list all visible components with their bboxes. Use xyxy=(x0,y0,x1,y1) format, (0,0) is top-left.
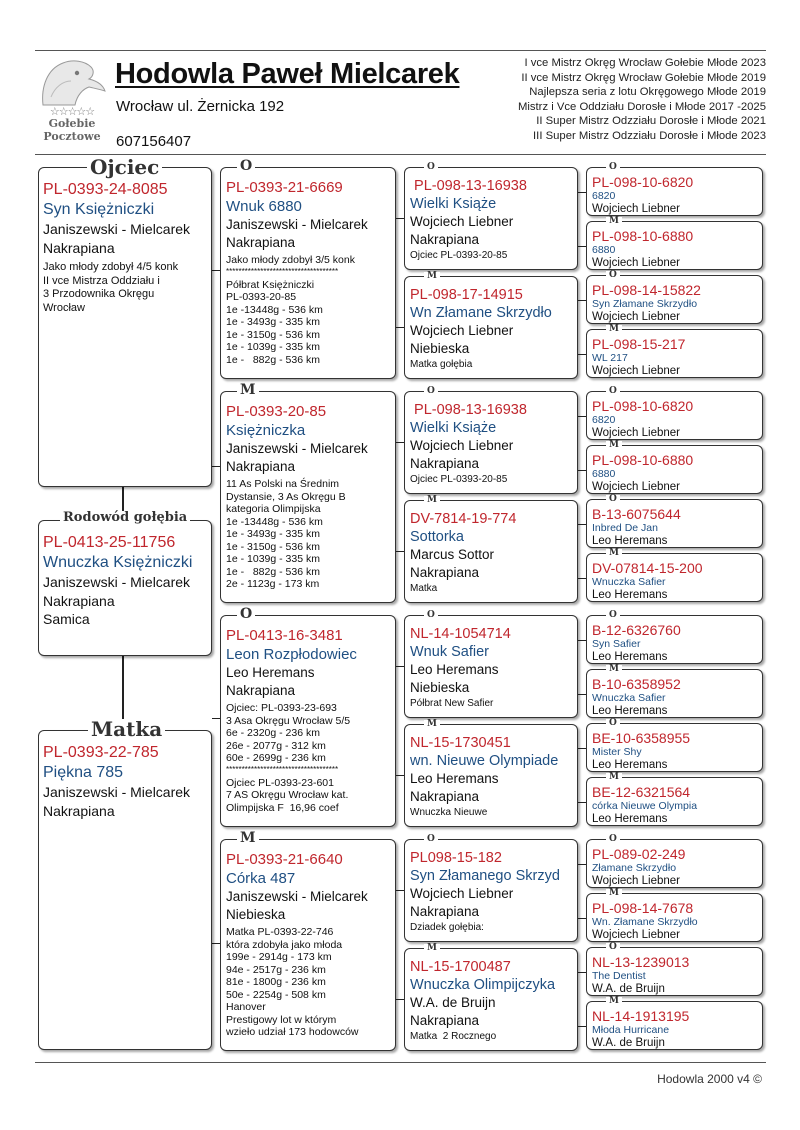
pedigree-card-gen4[interactable] xyxy=(586,615,763,664)
pedigree-card-gen3[interactable] xyxy=(404,724,578,827)
mother-label: Matka xyxy=(88,719,165,739)
pedigree-card-gen4[interactable] xyxy=(586,221,763,270)
breeder-name: Janiszewski - Mielcarek xyxy=(226,889,368,904)
connector-line xyxy=(578,416,586,417)
breeder-name: Wojciech Liebner xyxy=(410,323,514,338)
connector-line xyxy=(578,1026,586,1027)
sire-label: O xyxy=(237,607,255,621)
pigeon-color: Nakrapiana xyxy=(410,1013,480,1028)
breeder-name: Janiszewski - Mielcarek xyxy=(226,441,368,456)
note-line: Olimpijska F 16,96 coef xyxy=(226,801,339,814)
ring-number: NL-15-1700487 xyxy=(410,959,511,975)
awards-list xyxy=(518,56,766,143)
dam-label: M xyxy=(424,944,440,953)
pigeon-name: The Dentist xyxy=(592,970,646,982)
pedigree-card-gen4[interactable] xyxy=(586,329,763,378)
ring-number: B-10-6358952 xyxy=(592,676,681,692)
pigeon-color: Nakrapiana xyxy=(410,565,480,580)
pigeon-name: 6880 xyxy=(592,468,616,480)
pedigree-card-gen4[interactable] xyxy=(586,275,763,324)
breeder-address: Wrocław ul. Żernicka 192 xyxy=(116,98,285,115)
award-item: II Super Mistrz Odzziału Dorosłe i Młode 2021 xyxy=(536,115,766,127)
pigeon-color: Nakrapiana xyxy=(226,459,296,474)
pedigree-card-gen2[interactable] xyxy=(220,839,396,1051)
ring-number: PL-098-10-6880 xyxy=(592,452,694,468)
pigeon-name: Wn Złamane Skrzydło xyxy=(410,305,552,321)
pigeon-name: córka Nieuwe Olympia xyxy=(592,800,698,812)
pigeon-head-icon xyxy=(33,57,111,107)
pedigree-card-gen4[interactable] xyxy=(586,893,763,942)
connector-line xyxy=(578,972,586,973)
breeder-name: Leo Heremans xyxy=(592,759,668,771)
dam-label: M xyxy=(606,217,622,226)
dam-label: M xyxy=(424,496,440,505)
note-line: II vce Mistrza Oddziału i xyxy=(43,274,160,287)
pigeon-name: 6820 xyxy=(592,190,616,202)
connector-line xyxy=(396,442,404,443)
pigeon-name: Syn Złamanego Skrzyd xyxy=(410,868,560,884)
breeder-name: Marcus Sottor xyxy=(410,547,495,562)
ring-number: BE-10-6358955 xyxy=(592,730,691,746)
ring-number: PL-0413-25-11756 xyxy=(43,534,176,551)
breeder-name: Wojciech Liebner xyxy=(410,214,514,229)
ring-number: NL-14-1054714 xyxy=(410,626,511,642)
connector-line xyxy=(396,666,404,667)
rating-stars: ☆☆☆☆☆ xyxy=(49,106,95,118)
sire-label: O xyxy=(424,835,438,844)
ring-number: NL-14-1913195 xyxy=(592,1008,690,1024)
connector-line xyxy=(212,466,220,467)
pedigree-card-gen4[interactable] xyxy=(586,167,763,216)
pedigree-card-mother[interactable] xyxy=(38,730,212,1050)
note-line: 11 As Polski na Średnim xyxy=(226,478,340,490)
breeder-name: W.A. de Bruijn xyxy=(592,983,665,995)
connector-line xyxy=(578,192,586,193)
sire-label: O xyxy=(606,611,620,620)
pedigree-card-gen4[interactable] xyxy=(586,499,763,548)
pigeon-name: Leon Rozpłodowiec xyxy=(226,646,357,663)
note-line: wzieło udział 173 hodowców xyxy=(226,1026,359,1038)
pigeon-name: Syn Księżniczki xyxy=(43,201,155,218)
dam-label: M xyxy=(424,272,440,281)
connector-line xyxy=(578,802,586,803)
pigeon-color: Nakrapiana xyxy=(410,904,480,919)
breeder-name: Leo Heremans xyxy=(592,813,668,825)
dam-label: M xyxy=(424,720,440,729)
pigeon-name: wn. Nieuwe Olympiade xyxy=(410,753,559,769)
ring-number: PL-098-10-6820 xyxy=(592,398,694,414)
ring-number: PL098-15-182 xyxy=(410,850,502,866)
footer-rule xyxy=(35,1062,766,1063)
note-line: 50e - 2254g - 508 km xyxy=(226,988,326,1001)
connector-line xyxy=(578,524,586,525)
note-line: 26e - 2077g - 312 km xyxy=(226,739,326,752)
pedigree-card-gen3[interactable] xyxy=(404,167,578,270)
pedigree-card-gen3[interactable] xyxy=(404,500,578,603)
pedigree-card-subject[interactable] xyxy=(38,520,212,656)
pigeon-color: Nakrapiana xyxy=(43,802,115,819)
note-line: 199e - 2914g - 173 km xyxy=(226,951,332,963)
pedigree-card-gen4[interactable] xyxy=(586,391,763,440)
connector-line xyxy=(396,999,404,1000)
breeder-name: Leo Heremans xyxy=(592,651,668,663)
pigeon-sex: Samica xyxy=(43,611,90,627)
pigeon-color: Nakrapiana xyxy=(43,592,115,609)
pigeon-name: Wielki Książe xyxy=(410,196,497,212)
pigeon-name: Inbred De Jan xyxy=(592,522,658,534)
pigeon-name: Syn Złamane Skrzydło xyxy=(592,298,698,310)
ring-number: PL-098-13-16938 xyxy=(410,178,527,194)
pedigree-card-gen3[interactable] xyxy=(404,615,578,718)
logo-text-line2: Pocztowe xyxy=(43,130,101,143)
award-item: II vce Mistrz Okręg Wrocław Gołebie Młode 2019 xyxy=(521,71,766,84)
breeder-name: Janiszewski - Mielcarek xyxy=(43,221,191,237)
pigeon-color: Nakrapiana xyxy=(410,456,480,471)
note-line: 3 Przodownika Okręgu xyxy=(43,288,155,300)
connector-line xyxy=(578,640,586,641)
pedigree-card-gen4[interactable] xyxy=(586,669,763,718)
ring-number: PL-0393-21-6669 xyxy=(226,179,343,196)
dam-label: M xyxy=(606,441,622,450)
note-line: 2e - 1123g - 173 km xyxy=(226,578,320,590)
ring-number: PL-0393-24-8085 xyxy=(43,181,168,198)
breeder-name: Wojciech Liebner xyxy=(592,365,681,377)
sire-label: O xyxy=(424,611,438,620)
note-line: 60e - 2699g - 236 km xyxy=(226,752,326,764)
breeder-name: Leo Heremans xyxy=(592,589,668,601)
dam-label: M xyxy=(606,549,622,558)
note-line: Dystansie, 3 As Okręgu B xyxy=(226,490,346,503)
pedigree-card-gen3[interactable] xyxy=(404,839,578,942)
pigeon-name: Syn Safier xyxy=(592,638,641,650)
note-line: ************************************ xyxy=(226,764,339,774)
pedigree-card-gen4[interactable] xyxy=(586,1001,763,1050)
pedigree-card-gen4[interactable] xyxy=(586,947,763,996)
pedigree-card-gen4[interactable] xyxy=(586,777,763,826)
pedigree-card-gen3[interactable] xyxy=(404,276,578,379)
pedigree-card-father[interactable] xyxy=(38,167,212,487)
note-line: 1e - 1039g - 335 km xyxy=(226,553,320,565)
breeder-name: Leo Heremans xyxy=(410,662,499,677)
note-line: PL-0393-20-85 xyxy=(226,291,297,303)
breeder-name: Janiszewski - Mielcarek xyxy=(43,574,191,590)
dam-label: M xyxy=(606,325,622,334)
note-line: 1e - 3493g - 335 km xyxy=(226,316,320,328)
connector-line xyxy=(396,551,404,552)
pigeon-name: Wnuk Safier xyxy=(410,644,489,660)
note-line: 1e - 1039g - 335 km xyxy=(226,341,320,353)
breeder-name: W.A. de Bruijn xyxy=(592,1037,665,1049)
note-line: kategoria Olimpijska xyxy=(226,503,321,515)
connector-line xyxy=(578,300,586,301)
ring-number: PL-089-02-249 xyxy=(592,846,686,862)
note-line: Matka gołębia xyxy=(410,359,473,370)
sire-label: O xyxy=(424,163,438,172)
breeder-name: Leo Heremans xyxy=(592,705,668,717)
pigeon-color: Niebieska xyxy=(410,341,470,356)
pigeon-color: Niebieska xyxy=(226,907,286,922)
ring-number: PL-0393-21-6640 xyxy=(226,851,343,868)
note-line: 81e - 1800g - 236 km xyxy=(226,976,326,988)
breeder-name: Wojciech Liebner xyxy=(592,203,681,215)
ring-number: B-13-6075644 xyxy=(592,506,681,522)
ring-number: PL-098-10-6820 xyxy=(592,174,694,190)
breeder-title: Hodowla Paweł Mielcarek xyxy=(115,58,460,90)
dam-label: M xyxy=(237,383,259,397)
ring-number: PL-0393-22-785 xyxy=(43,744,159,761)
ring-number: NL-13-1239013 xyxy=(592,954,690,970)
note-line: 3 Asa Okręgu Wrocław 5/5 xyxy=(226,714,351,727)
ring-number: PL-098-14-7678 xyxy=(592,900,694,916)
pedigree-card-gen2[interactable] xyxy=(220,167,396,379)
pigeon-name: Wnuczka Księżniczki xyxy=(43,554,193,571)
breeder-name: Wojciech Liebner xyxy=(410,438,514,453)
ring-number: DV-7814-19-774 xyxy=(410,511,517,527)
ring-number: PL-098-10-6880 xyxy=(592,228,694,244)
pigeon-name: Wnuczka Safier xyxy=(592,576,666,588)
connector-line xyxy=(578,578,586,579)
pigeon-name: Mister Shy xyxy=(592,746,642,758)
pedigree-card-gen4[interactable] xyxy=(586,553,763,602)
note-line: 1e -13448g - 536 km xyxy=(226,515,323,528)
pedigree-card-gen2[interactable] xyxy=(220,615,396,827)
breeder-name: Leo Heremans xyxy=(410,771,499,786)
breeder-name: Wojciech Liebner xyxy=(592,427,681,439)
dam-label: M xyxy=(606,889,622,898)
pigeon-name: Księżniczka xyxy=(226,422,306,439)
dam-label: M xyxy=(606,997,622,1006)
sire-label: O xyxy=(606,835,620,844)
pedigree-card-gen4[interactable] xyxy=(586,723,763,772)
breeder-name: Leo Heremans xyxy=(226,665,315,680)
sire-label: O xyxy=(606,719,620,728)
note-line: ************************************ xyxy=(226,266,339,276)
breeder-name: Janiszewski - Mielcarek xyxy=(226,217,368,232)
ring-number: PL-0413-16-3481 xyxy=(226,627,343,644)
father-label: Ojciec xyxy=(87,157,162,177)
note-line: 6e - 2320g - 236 km xyxy=(226,727,320,739)
sire-label: O xyxy=(606,387,620,396)
pigeon-name: 6820 xyxy=(592,414,616,426)
note-line: Jako młody zdobył 4/5 konk xyxy=(43,261,179,273)
note-line: Dziadek gołębia: xyxy=(410,922,484,933)
note-line: Półbrat Księżniczki xyxy=(226,278,315,291)
connector-line xyxy=(578,470,586,471)
pedigree-card-gen2[interactable] xyxy=(220,391,396,603)
connector-line xyxy=(396,327,404,328)
award-item: III Super Mistrz Odzziału Dorosłe i Młode 2023 xyxy=(533,129,766,142)
connector-line xyxy=(578,864,586,865)
pigeon-color: Nakrapiana xyxy=(226,683,296,698)
connector-line xyxy=(578,246,586,247)
ring-number: B-12-6326760 xyxy=(592,622,681,638)
pigeon-name: Wielki Książe xyxy=(410,420,497,436)
ring-number: PL-098-17-14915 xyxy=(410,287,523,303)
ring-number: PL-098-15-217 xyxy=(592,336,686,352)
pigeon-color: Nakrapiana xyxy=(43,240,115,256)
note-line: Jako młody zdobył 3/5 konk xyxy=(226,254,355,266)
connector-line xyxy=(578,694,586,695)
pigeon-name: Wnuczka Safier xyxy=(592,692,666,704)
connector-line xyxy=(578,354,586,355)
pigeon-name: Wn. Złamane Skrzydło xyxy=(592,916,698,928)
note-line: Ojciec PL-0393-20-85 xyxy=(410,250,508,261)
note-line: Hanover xyxy=(226,1001,266,1013)
pigeon-name: WL 217 xyxy=(592,352,628,364)
note-line: Półbrat New Safier xyxy=(410,698,494,709)
breeder-name: Wojciech Liebner xyxy=(592,875,681,887)
subject-label: Rodowód gołębia xyxy=(60,511,190,524)
note-line: Wrocław xyxy=(43,301,85,314)
note-line: Wnuczka Nieuwe xyxy=(410,807,488,818)
breeder-phone: 607156407 xyxy=(116,133,192,150)
ring-number: NL-15-1730451 xyxy=(410,735,511,751)
pedigree-card-gen3[interactable] xyxy=(404,391,578,494)
connector-line xyxy=(212,943,220,944)
sire-label: O xyxy=(606,495,620,504)
note-line: Ojciec PL-0393-20-85 xyxy=(410,474,508,485)
sire-label: O xyxy=(237,159,255,173)
pigeon-color: Nakrapiana xyxy=(410,789,480,804)
note-line: Matka xyxy=(410,583,438,594)
note-line: Matka 2 Rocznego xyxy=(410,1031,497,1042)
pigeon-color: Niebieska xyxy=(410,680,470,695)
note-line: Prestigowy lot w którym xyxy=(226,1013,337,1026)
dam-label: M xyxy=(606,773,622,782)
note-line: 1e - 882g - 536 km xyxy=(226,353,320,366)
ring-number: PL-098-13-16938 xyxy=(410,402,527,418)
connector-line xyxy=(578,918,586,919)
dam-label: M xyxy=(606,665,622,674)
ring-number: PL-098-14-15822 xyxy=(592,282,701,298)
breeder-name: Wojciech Liebner xyxy=(592,311,681,323)
award-item: Najlepsza seria z lotu Okręgowego Młode 2019 xyxy=(529,86,766,98)
breeder-name: W.A. de Bruijn xyxy=(410,995,496,1010)
sire-label: O xyxy=(606,943,620,952)
pigeon-name: 6880 xyxy=(592,244,616,256)
pedigree-card-gen4[interactable] xyxy=(586,839,763,888)
pigeon-name: Córka 487 xyxy=(226,870,296,887)
pigeon-name: Piękna 785 xyxy=(43,764,124,781)
breeder-name: Wojciech Liebner xyxy=(592,257,681,269)
note-line: 1e - 3150g - 536 km xyxy=(226,540,320,553)
note-line: Matka PL-0393-22-746 xyxy=(226,926,334,938)
note-line: 1e -13448g - 536 km xyxy=(226,303,323,316)
connector-line xyxy=(396,775,404,776)
connector-line xyxy=(212,718,220,719)
note-line: 1e - 3150g - 536 km xyxy=(226,328,320,341)
pedigree-card-gen3[interactable] xyxy=(404,948,578,1051)
pigeon-color: Nakrapiana xyxy=(410,232,480,247)
pigeon-name: Sottorka xyxy=(410,529,464,545)
ring-number: BE-12-6321564 xyxy=(592,784,691,800)
connector-line xyxy=(212,270,220,271)
sire-label: O xyxy=(606,271,620,280)
footer-credit: Hodowla 2000 v4 © xyxy=(657,1072,762,1086)
breeder-name: Janiszewski - Mielcarek xyxy=(43,784,191,800)
logo xyxy=(33,57,111,149)
breeder-name: Leo Heremans xyxy=(592,535,668,547)
pigeon-name: Młoda Hurricane xyxy=(592,1024,670,1036)
sire-label: O xyxy=(424,387,438,396)
pigeon-name: Wnuk 6880 xyxy=(226,198,302,215)
note-line: która zdobyła jako młoda xyxy=(226,938,343,951)
note-line: 1e - 882g - 536 km xyxy=(226,565,320,578)
award-item: I vce Mistrz Okręg Wrocław Gołebie Młode 2023 xyxy=(524,57,766,69)
breeder-name: Wojciech Liebner xyxy=(592,929,681,941)
connector-line xyxy=(578,748,586,749)
header-top-rule xyxy=(35,50,766,51)
note-line: 94e - 2517g - 236 km xyxy=(226,963,326,976)
breeder-name: Wojciech Liebner xyxy=(592,481,681,493)
connector-line xyxy=(396,218,404,219)
logo-text-line1: Gołebie xyxy=(48,117,96,130)
note-line: Ojciec PL-0393-23-601 xyxy=(226,776,334,789)
pigeon-name: Wnuczka Olimpijczyka xyxy=(410,977,556,993)
pedigree-card-gen4[interactable] xyxy=(586,445,763,494)
dam-label: M xyxy=(237,831,259,845)
note-line: 1e - 3493g - 335 km xyxy=(226,528,320,540)
pigeon-color: Nakrapiana xyxy=(226,235,296,250)
breeder-name: Wojciech Liebner xyxy=(410,886,514,901)
sire-label: O xyxy=(606,163,620,172)
connector-line xyxy=(122,656,124,721)
note-line: Ojciec: PL-0393-23-693 xyxy=(226,702,337,714)
award-item: Mistrz i Vce Oddziału Dorosłe i Młode 2017 -2025 xyxy=(517,100,766,113)
note-line: 7 AS Okręgu Wrocław kat. xyxy=(226,789,349,801)
ring-number: PL-0393-20-85 xyxy=(226,403,327,420)
ring-number: DV-07814-15-200 xyxy=(592,560,703,576)
connector-line xyxy=(396,890,404,891)
pigeon-name: Złamane Skrzydło xyxy=(592,862,677,874)
